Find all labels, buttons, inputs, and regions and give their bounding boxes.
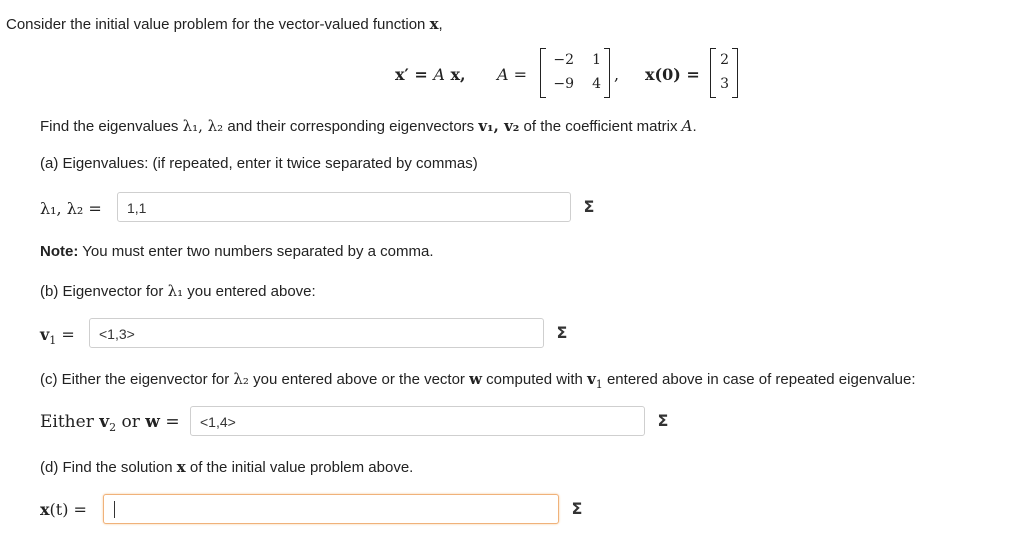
find-instructions: [40, 117, 697, 135]
part-b-label: [40, 282, 316, 300]
eigenvector-v2-or-w-input[interactable]: [190, 406, 645, 436]
part-d-x: x: [176, 458, 186, 476]
ic-cell-2: 3: [720, 76, 729, 92]
part-d-math-t: (t): [49, 500, 69, 519]
ode-matrix-A: A: [433, 65, 445, 84]
ic-right-bracket: [732, 48, 738, 98]
part-c-or: or: [116, 412, 146, 432]
note-bold: Note:: [40, 243, 79, 260]
part-a-math-label: λ₁, λ₂ =: [40, 199, 102, 218]
part-c-text-1: (c) Either the eigenvector for: [40, 371, 234, 388]
part-c-v-sub: 1: [595, 378, 603, 391]
ic-left-bracket: [710, 48, 716, 98]
ode-equation: [395, 65, 466, 84]
matrix-A-label: [497, 65, 527, 84]
sigma-icon[interactable]: Σ: [657, 411, 669, 430]
eigenvector-v1-value: <1,3>: [99, 326, 135, 342]
part-d-label: [40, 458, 413, 476]
intro-text: Consider the initial value problem for the vector-valued function: [6, 16, 426, 33]
matrix-right-bracket: [604, 48, 610, 98]
part-c-equals: =: [159, 412, 180, 432]
find-lambdas: λ₁, λ₂: [182, 117, 224, 135]
matrix-A-symbol: A: [497, 65, 509, 84]
part-c-w: w: [469, 370, 483, 388]
initial-condition-label: [645, 65, 700, 84]
ic-cell-1: 2: [720, 52, 729, 68]
coefficient-matrix: [540, 48, 610, 98]
part-b-lambda: λ₁: [167, 282, 184, 300]
note-body: You must enter two numbers separated by a comma.: [78, 243, 434, 260]
sigma-icon[interactable]: Σ: [583, 197, 595, 216]
ode-lhs: x′ =: [395, 65, 434, 84]
part-c-label: [40, 370, 916, 391]
part-a-label: (a) Eigenvalues: (if repeated, enter it twice separated by commas): [40, 155, 478, 172]
intro-comma: ,: [438, 16, 443, 33]
part-b-label-post: you entered above:: [183, 283, 316, 300]
part-b-label-pre: (b) Eigenvector for: [40, 283, 168, 300]
part-c-math-label: [40, 412, 180, 432]
note-text: [40, 243, 434, 260]
part-b-v: v: [40, 325, 50, 344]
problem-intro: [6, 15, 443, 33]
eigenvector-v1-input[interactable]: [89, 318, 544, 348]
part-c-math-v: v: [99, 412, 110, 432]
find-text-2: and their corresponding eigenvectors: [223, 118, 479, 135]
find-text-4: .: [692, 118, 697, 135]
part-c-lambda: λ₂: [233, 370, 249, 388]
intro-var: x: [429, 15, 439, 33]
eigenvector-v2-or-w-value: <1,4>: [200, 414, 236, 430]
part-c-text-3: computed with: [482, 371, 588, 388]
part-b-equals: =: [56, 325, 75, 344]
part-c-text-2: you entered above or the vector: [248, 371, 470, 388]
part-c-math-v-sub: 2: [109, 421, 117, 434]
matrix-left-bracket: [540, 48, 546, 98]
ic-lhs: x(0) =: [645, 65, 700, 84]
part-b-math-label: [40, 325, 75, 347]
part-d-equals: =: [68, 500, 87, 519]
part-c-v: v: [587, 370, 596, 388]
part-d-text-2: of the initial value problem above.: [185, 459, 414, 476]
part-c-either: Either: [40, 412, 100, 432]
ode-rhs-x: x,: [444, 65, 466, 84]
eigenvalues-input-value: 1,1: [127, 200, 147, 216]
part-d-math-label: [40, 500, 87, 519]
matrix-cell-22: 4: [592, 76, 601, 92]
sigma-icon[interactable]: Σ: [556, 323, 568, 342]
part-d-math-x: x: [40, 500, 50, 519]
find-matrix-A: A: [681, 117, 693, 135]
sigma-icon[interactable]: Σ: [571, 499, 583, 518]
matrix-cell-11: −2: [553, 52, 574, 68]
find-text-1: Find the eigenvalues: [40, 118, 183, 135]
part-c-math-w: w: [145, 412, 160, 432]
text-caret: [114, 501, 115, 518]
part-b-v-sub: 1: [49, 334, 57, 347]
matrix-comma: ,: [614, 65, 620, 84]
find-text-3: of the coefficient matrix: [519, 118, 682, 135]
find-vectors: v₁, v₂: [478, 117, 520, 135]
initial-vector: [710, 48, 738, 98]
matrix-cell-12: 1: [592, 52, 601, 68]
part-c-text-4: entered above in case of repeated eigenvalue:: [602, 371, 916, 388]
matrix-cell-21: −9: [553, 76, 574, 92]
eigenvalues-input[interactable]: [117, 192, 571, 222]
part-d-text-1: (d) Find the solution: [40, 459, 177, 476]
solution-input[interactable]: [103, 494, 559, 524]
matrix-A-equals: =: [508, 65, 528, 84]
